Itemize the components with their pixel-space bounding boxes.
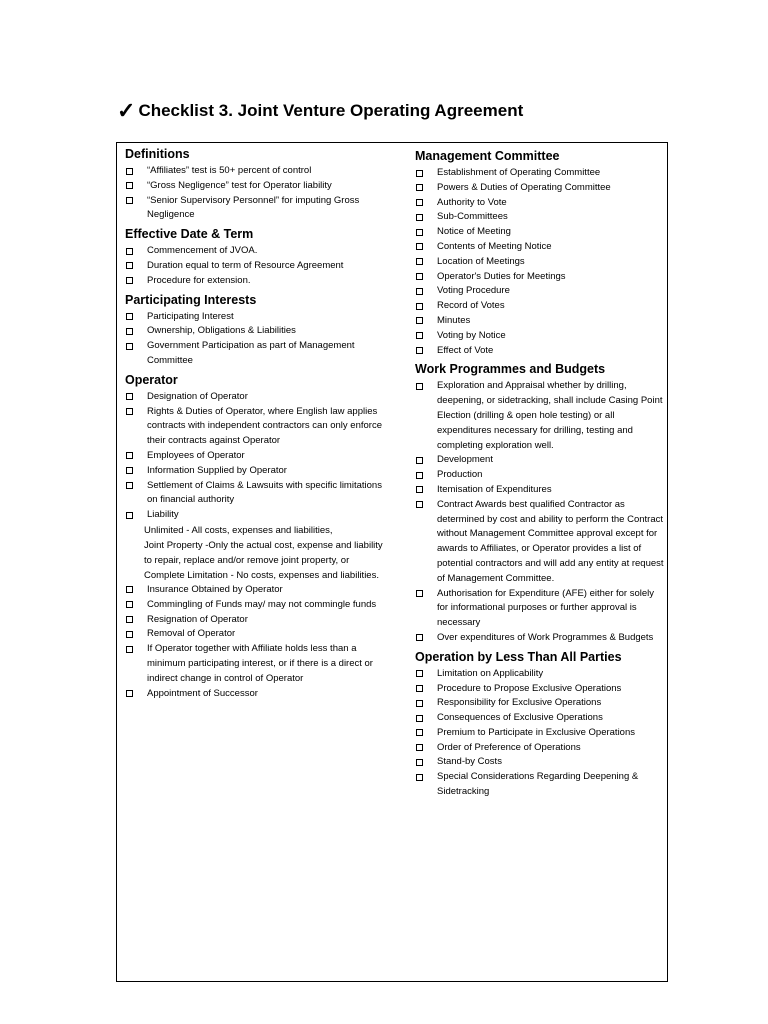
section-heading-effective-date-term: Effective Date & Term bbox=[125, 227, 254, 242]
checklist-item-label: Development bbox=[437, 454, 493, 466]
checkbox[interactable] bbox=[416, 303, 423, 310]
checklist-item-label: “Senior Supervisory Personnel” for imputing Gross Negligence bbox=[147, 194, 360, 221]
checklist-item bbox=[125, 479, 387, 509]
checkbox[interactable] bbox=[416, 729, 423, 736]
checklist-item bbox=[125, 508, 387, 523]
checkbox[interactable] bbox=[126, 343, 133, 350]
checklist-item-label: Effect of Vote bbox=[437, 344, 494, 356]
checklist-item bbox=[415, 682, 665, 697]
checklist-item-label: Participating Interest bbox=[147, 310, 234, 322]
checklist-item-label: Limitation on Applicability bbox=[437, 667, 544, 679]
checklist-item bbox=[415, 726, 665, 741]
liability-note: Unlimited - All costs, expenses and liabilities, bbox=[144, 524, 333, 536]
checklist-item-label: Record of Votes bbox=[437, 300, 505, 312]
checklist-item-label: Insurance Obtained by Operator bbox=[147, 583, 283, 595]
checklist-item-label: Special Considerations Regarding Deepening & Sidetracking bbox=[437, 771, 639, 798]
checkbox[interactable] bbox=[416, 774, 423, 781]
checklist-item-label: Resignation of Operator bbox=[147, 613, 248, 625]
checkbox[interactable] bbox=[416, 199, 423, 206]
checklist-item bbox=[125, 259, 387, 274]
checklist-item bbox=[415, 696, 665, 711]
checkbox[interactable] bbox=[126, 182, 133, 189]
checkbox[interactable] bbox=[126, 277, 133, 284]
checklist-item bbox=[415, 225, 665, 240]
checkbox[interactable] bbox=[416, 229, 423, 236]
checkbox[interactable] bbox=[416, 273, 423, 280]
checklist-item-label: Commingling of Funds may/ may not commingle funds bbox=[147, 598, 377, 610]
checklist-item bbox=[125, 244, 387, 259]
checkbox[interactable] bbox=[416, 759, 423, 766]
checklist-box bbox=[116, 142, 668, 982]
checklist-item-label: Government Participation as part of Management Committee bbox=[147, 340, 355, 366]
checklist-item-label: “Gross Negligence” test for Operator liability bbox=[147, 179, 332, 191]
checkbox[interactable] bbox=[126, 616, 133, 623]
checkbox[interactable] bbox=[126, 197, 133, 204]
checklist-item bbox=[125, 310, 387, 325]
checklist-item bbox=[415, 587, 665, 631]
checkbox[interactable] bbox=[416, 501, 423, 508]
checklist-item bbox=[125, 194, 387, 224]
checklist-item bbox=[125, 405, 387, 449]
checklist-item-label: Appointment of Successor bbox=[147, 687, 258, 699]
checklist-item bbox=[125, 464, 387, 479]
checklist-item-label: Designation of Operator bbox=[147, 390, 248, 402]
checkbox[interactable] bbox=[126, 482, 133, 489]
section-heading-definitions: Definitions bbox=[125, 147, 190, 161]
section-heading-work-programmes-and-budgets: Work Programmes and Budgets bbox=[415, 362, 606, 377]
checklist-item bbox=[125, 687, 387, 702]
checklist-item-label: Itemisation of Expenditures bbox=[437, 483, 552, 495]
checkbox[interactable] bbox=[416, 317, 423, 324]
checklist-item bbox=[415, 711, 665, 726]
checklist-item-label: Employees of Operator bbox=[147, 449, 245, 461]
checklist-item-label: Procedure for extension. bbox=[147, 274, 251, 286]
checklist-item bbox=[415, 483, 665, 498]
checklist-item bbox=[125, 598, 387, 613]
checklist-item bbox=[125, 324, 387, 339]
checklist-item-label: Sub-Committees bbox=[437, 211, 508, 223]
checklist-item-label: Liability bbox=[147, 509, 179, 521]
checkbox[interactable] bbox=[416, 258, 423, 265]
checklist-item bbox=[415, 631, 665, 646]
checkbox[interactable] bbox=[126, 601, 133, 608]
checkbox[interactable] bbox=[126, 586, 133, 593]
checklist-item bbox=[125, 627, 387, 642]
section-heading-participating-interests: Participating Interests bbox=[125, 292, 257, 307]
checkbox[interactable] bbox=[416, 486, 423, 493]
checkbox[interactable] bbox=[416, 685, 423, 692]
checkbox[interactable] bbox=[416, 700, 423, 707]
checklist-item-label: Information Supplied by Operator bbox=[147, 464, 287, 476]
checkbox[interactable] bbox=[416, 332, 423, 339]
checklist-item-label: Voting by Notice bbox=[437, 329, 506, 341]
checklist-item bbox=[415, 379, 665, 453]
checkbox[interactable] bbox=[126, 262, 133, 269]
checklist-item bbox=[415, 181, 665, 196]
checklist-item bbox=[415, 210, 665, 225]
checklist-item bbox=[125, 390, 387, 405]
checklist-item bbox=[415, 299, 665, 314]
section-heading-operator: Operator bbox=[125, 372, 178, 387]
checklist-item bbox=[415, 498, 665, 587]
checklist-item-label: Removal of Operator bbox=[147, 628, 236, 640]
checklist-item bbox=[415, 255, 665, 270]
checklist-item bbox=[415, 741, 665, 756]
checklist-item-label: If Operator together with Affiliate holds less than a minimum participating interest, or if there is a direct or indirect change in control of Operator bbox=[147, 643, 373, 684]
checkbox[interactable] bbox=[416, 472, 423, 479]
checkbox[interactable] bbox=[126, 512, 133, 519]
checklist-item bbox=[415, 755, 665, 770]
section-heading-operation-by-less-than-all-parties: Operation by Less Than All Parties bbox=[415, 649, 622, 664]
checklist-item-label: Over expenditures of Work Programmes & Budgets bbox=[437, 631, 654, 643]
checkbox[interactable] bbox=[126, 467, 133, 474]
checklist-item bbox=[125, 164, 387, 179]
checklist-item bbox=[415, 284, 665, 299]
left-column bbox=[125, 143, 387, 701]
checklist-item bbox=[125, 583, 387, 598]
checkbox[interactable] bbox=[416, 214, 423, 221]
page-title bbox=[117, 100, 523, 122]
checklist-item bbox=[415, 770, 665, 800]
checklist-item-label: “Affiliates” test is 50+ percent of control bbox=[147, 165, 312, 176]
checklist-item bbox=[415, 344, 665, 359]
checkbox[interactable] bbox=[416, 670, 423, 677]
checklist-item-label: Procedure to Propose Exclusive Operations bbox=[437, 682, 622, 694]
checklist-item bbox=[415, 240, 665, 255]
checkbox[interactable] bbox=[126, 313, 133, 320]
checklist-item bbox=[125, 339, 387, 369]
checklist-item-label: Operator's Duties for Meetings bbox=[437, 270, 566, 282]
checklist-item-label: Production bbox=[437, 469, 483, 481]
title-text: Checklist 3. Joint Venture Operating Agreement bbox=[138, 101, 524, 120]
checklist-item bbox=[415, 166, 665, 181]
checklist-item bbox=[125, 449, 387, 464]
checklist-item bbox=[415, 667, 665, 682]
checklist-item-label: Location of Meetings bbox=[437, 255, 525, 267]
checklist-item bbox=[415, 468, 665, 483]
checklist-item bbox=[125, 274, 387, 289]
checklist-item-label: Notice of Meeting bbox=[437, 226, 511, 238]
liability-note: Complete Limitation - No costs, expenses and liabilities. bbox=[144, 569, 379, 581]
checklist-item-label: Contents of Meeting Notice bbox=[437, 240, 552, 252]
checklist-item-label: Commencement of JVOA. bbox=[147, 245, 258, 257]
checkbox[interactable] bbox=[416, 243, 423, 250]
checkbox[interactable] bbox=[416, 383, 423, 390]
checklist-item-label: Exploration and Appraisal whether by drilling, deepening, or sidetracking, shall include Casing Point Election (drilling & open hole testing) or all expenditures necessary for drilling, testing and completing exploration well. bbox=[437, 380, 663, 451]
checklist-item-label: Premium to Participate in Exclusive Operations bbox=[437, 726, 635, 738]
checkbox[interactable] bbox=[126, 452, 133, 459]
section-heading-management-committee: Management Committee bbox=[415, 149, 560, 163]
checkbox[interactable] bbox=[416, 347, 423, 354]
checklist-item-label: Contract Awards best qualified Contractor as determined by cost and ability to perform the Contract without Management Committee approval except for awards to Affiliates, or Operator provides a list of potential contractors and will add any entity at request of Management Committee. bbox=[437, 498, 664, 584]
checkbox[interactable] bbox=[416, 288, 423, 295]
checkbox[interactable] bbox=[126, 408, 133, 415]
checklist-item bbox=[415, 453, 665, 468]
checkbox[interactable] bbox=[126, 393, 133, 400]
checklist-item-label: Establishment of Operating Committee bbox=[437, 167, 601, 178]
checklist-item bbox=[415, 329, 665, 344]
checkbox[interactable] bbox=[126, 646, 133, 653]
checklist-item-label: Minutes bbox=[437, 314, 471, 326]
checklist-item bbox=[125, 179, 387, 194]
checklist-item-label: Duration equal to term of Resource Agreement bbox=[147, 259, 344, 271]
checkbox[interactable] bbox=[416, 590, 423, 597]
checklist-item-label: Consequences of Exclusive Operations bbox=[437, 712, 603, 724]
checkbox[interactable] bbox=[126, 690, 133, 697]
checkbox[interactable] bbox=[126, 168, 133, 175]
checklist-item-label: Authority to Vote bbox=[437, 196, 507, 208]
checkmark-icon: ✓ bbox=[117, 98, 136, 123]
checklist-item bbox=[415, 270, 665, 285]
checklist-item-label: Responsibility for Exclusive Operations bbox=[437, 697, 602, 709]
checklist-item-label: Order of Preference of Operations bbox=[437, 741, 581, 753]
checkbox[interactable] bbox=[126, 328, 133, 335]
checklist-item bbox=[415, 314, 665, 329]
checklist-item bbox=[125, 642, 387, 686]
checklist-item-label: Authorisation for Expenditure (AFE) either for solely for informational purposes or further approval is necessary bbox=[437, 587, 655, 629]
liability-note: Joint Property -Only the actual cost, expense and liability to repair, replace and/or remove joint property, or bbox=[144, 539, 383, 566]
checklist-item-label: Rights & Duties of Operator, where English law applies contracts with independent contractors can only enforce their contracts against Operator bbox=[147, 405, 382, 447]
checkbox[interactable] bbox=[416, 457, 423, 464]
checklist-item-label: Settlement of Claims & Lawsuits with specific limitations on financial authority bbox=[147, 479, 382, 506]
right-column bbox=[415, 143, 665, 800]
checkbox[interactable] bbox=[416, 634, 423, 641]
checklist-item bbox=[125, 613, 387, 628]
checkbox[interactable] bbox=[416, 170, 423, 177]
checklist-item-label: Voting Procedure bbox=[437, 285, 510, 297]
checklist-item bbox=[415, 196, 665, 211]
checkbox[interactable] bbox=[416, 744, 423, 751]
checklist-item-label: Powers & Duties of Operating Committee bbox=[437, 181, 611, 193]
checklist-item-label: Ownership, Obligations & Liabilities bbox=[147, 325, 296, 337]
checkbox[interactable] bbox=[126, 248, 133, 255]
checkbox[interactable] bbox=[416, 184, 423, 191]
checkbox[interactable] bbox=[126, 631, 133, 638]
checkbox[interactable] bbox=[416, 715, 423, 722]
checklist-item-label: Stand-by Costs bbox=[437, 756, 502, 768]
